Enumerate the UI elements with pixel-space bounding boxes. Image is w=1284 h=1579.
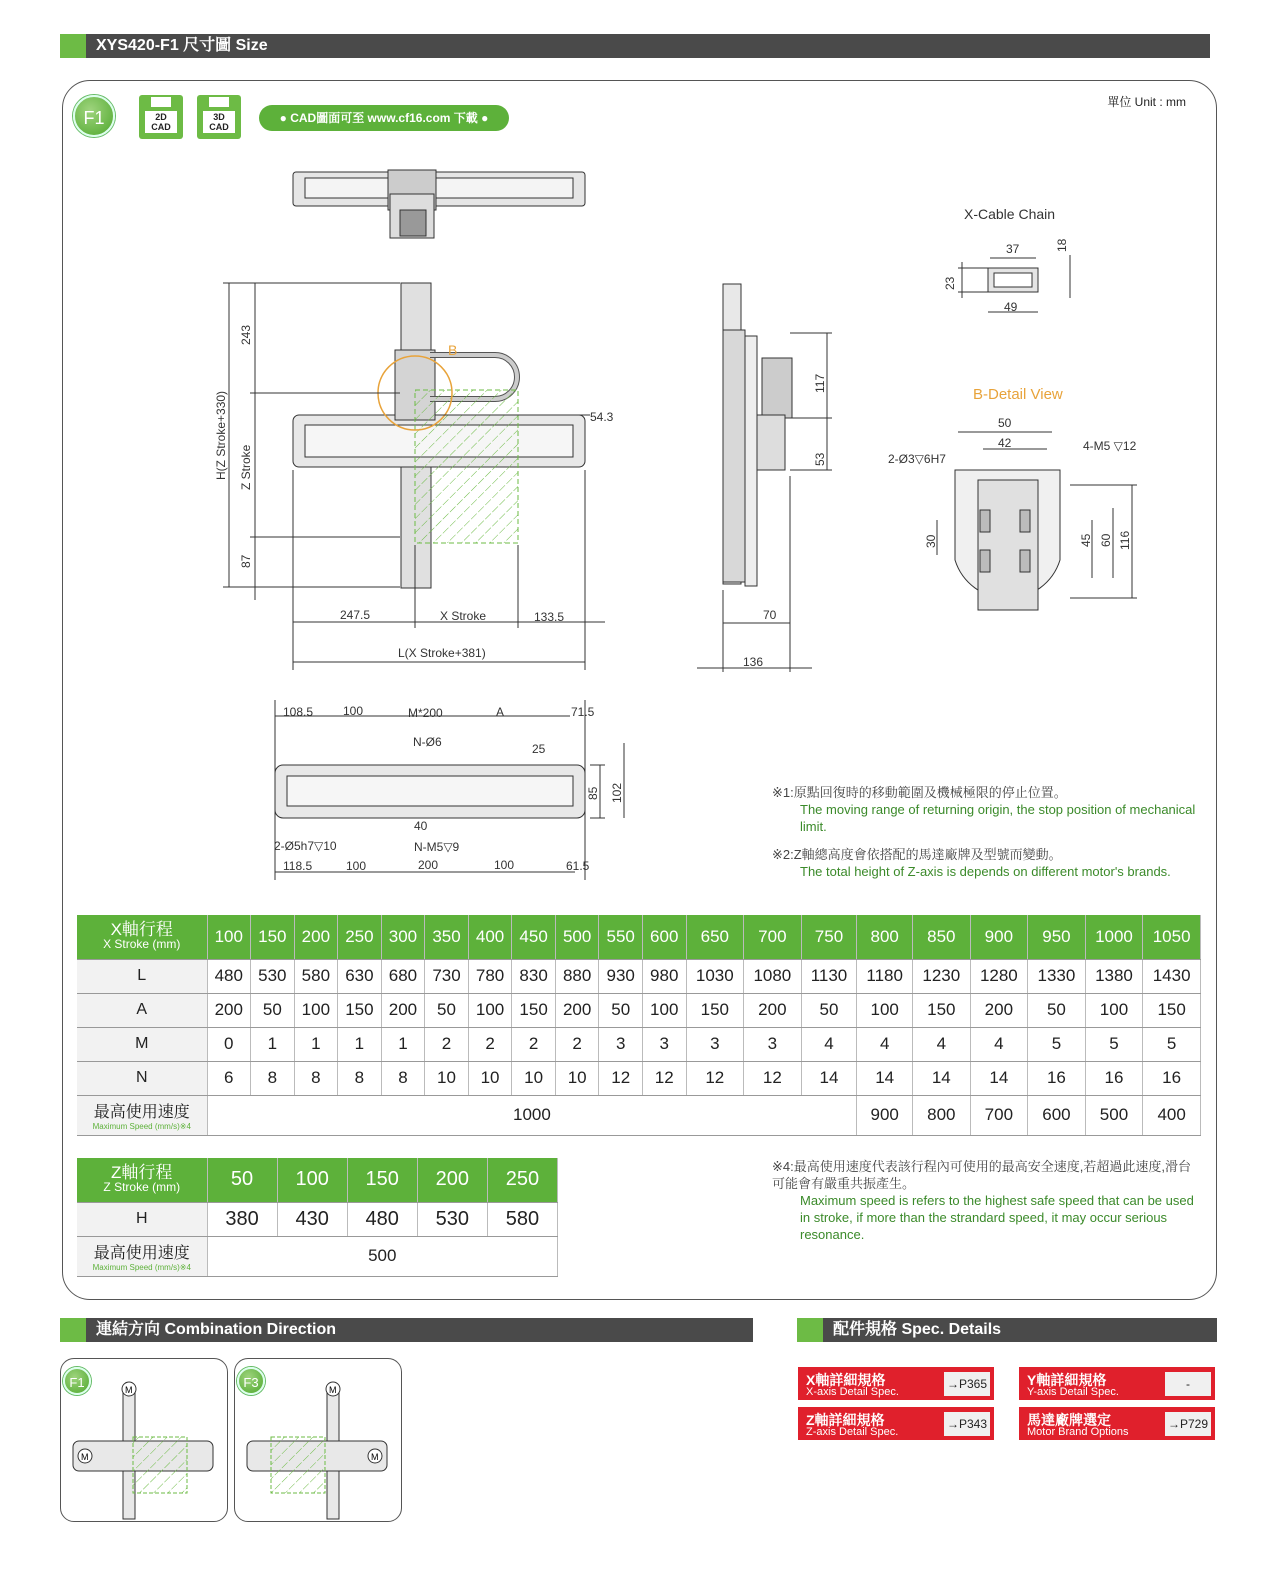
svg-text:2-Ø3▽6H7: 2-Ø3▽6H7 bbox=[888, 452, 946, 466]
svg-text:Z Stroke: Z Stroke bbox=[239, 444, 253, 490]
svg-text:37: 37 bbox=[1006, 242, 1020, 256]
z-h-cell: 530 bbox=[417, 1202, 487, 1236]
x-value-cell: 4 bbox=[970, 1027, 1028, 1061]
x-value-cell: 50 bbox=[1028, 993, 1086, 1027]
x-value-cell: 480 bbox=[207, 959, 251, 993]
z-axis-spec-button[interactable]: Z軸詳細規格 Z-axis Detail Spec. →P343 bbox=[798, 1407, 994, 1440]
svg-text:30: 30 bbox=[924, 534, 938, 548]
z-h-cell: 580 bbox=[487, 1202, 557, 1236]
note-4: ※4:最高使用速度代表該行程內可使用的最高安全速度,若超過此速度,滑台可能會有嚴重共振產生。 Maximum speed is refers to the highest safe speed that can be used in stroke, if more than the strandard speed, it may occur serious resonance. bbox=[772, 1159, 1194, 1242]
x-value-cell: 8 bbox=[251, 1061, 295, 1095]
svg-text:133.5: 133.5 bbox=[534, 610, 565, 624]
svg-text:200: 200 bbox=[418, 858, 439, 872]
z-speed: 500 bbox=[207, 1236, 558, 1276]
x-value-cell: 730 bbox=[425, 959, 469, 993]
x-speed-cell: 400 bbox=[1143, 1095, 1201, 1135]
x-stroke-cell: 900 bbox=[970, 915, 1028, 959]
x-value-cell: 1230 bbox=[913, 959, 971, 993]
x-value-cell: 1080 bbox=[744, 959, 802, 993]
svg-text:70: 70 bbox=[763, 608, 777, 622]
x-stroke-cell: 950 bbox=[1028, 915, 1086, 959]
svg-text:49: 49 bbox=[1004, 300, 1018, 314]
x-stroke-cell: 100 bbox=[207, 915, 251, 959]
z-stroke-cell: 200 bbox=[417, 1158, 487, 1202]
note-1: ※1:原點回復時的移動範圍及機械極限的停止位置。 The moving range of returning origin, the stop position of mechanical limit. bbox=[772, 785, 1196, 834]
x-value-cell: 12 bbox=[686, 1061, 744, 1095]
x-value-cell: 3 bbox=[642, 1027, 686, 1061]
x-value-cell: 8 bbox=[381, 1061, 425, 1095]
x-value-cell: 14 bbox=[857, 1061, 913, 1095]
motor-brand-button[interactable]: 馬達廠牌選定 Motor Brand Options →P729 bbox=[1019, 1407, 1215, 1440]
x-value-cell: 2 bbox=[468, 1027, 512, 1061]
table-row: L 480 530 580 630 680 730 780 830 880 930 980 1030 1080 1130 1180 1230 1280 1330 1380 1430 bbox=[77, 959, 1201, 993]
section-header-spec: 配件規格 Spec. Details bbox=[797, 1318, 1217, 1342]
svg-text:H(Z Stroke+330): H(Z Stroke+330) bbox=[214, 390, 228, 480]
cad-download-link[interactable]: ● CAD圖面可至 www.cf16.com 下載 ● bbox=[259, 105, 509, 131]
combination-f1-diagram bbox=[61, 1359, 229, 1523]
x-stroke-cell: 800 bbox=[857, 915, 913, 959]
x-stroke-table: X軸行程 X Stroke (mm) 100 150 200 250 300 350 400 450 500 550 600 650 700 750 800 850 900 950 1000 1050 L 480 530 580 630 680 730 780 830 880 930 980 1030 1080 1130 1180 1230 1280 1330 1380 1430 A 200 50 100 150 200 50 100 150 200 50 100 150 200 50 100 150 200 50 100 150 M 0 1 1 1 1 2 2 2 2 3 3 3 3 4 4 4 4 5 5 5 N 6 8 8 8 8 10 10 10 10 12 12 12 12 14 14 14 14 16 16 16 最高使用速度 Maximum Speed (mm/s)※4 1000 900 800 700 600 500 400 bbox=[77, 915, 1201, 1136]
x-speed-main: 1000 bbox=[207, 1095, 857, 1135]
x-value-cell: 980 bbox=[642, 959, 686, 993]
x-value-cell: 780 bbox=[468, 959, 512, 993]
combination-f1: F1 M M bbox=[60, 1358, 228, 1522]
x-stroke-cell: 200 bbox=[294, 915, 338, 959]
x-value-cell: 4 bbox=[857, 1027, 913, 1061]
x-value-cell: 6 bbox=[207, 1061, 251, 1095]
svg-text:100: 100 bbox=[346, 859, 367, 873]
x-stroke-cell: 1050 bbox=[1143, 915, 1201, 959]
x-value-cell: 1330 bbox=[1028, 959, 1086, 993]
x-speed-cell: 500 bbox=[1085, 1095, 1143, 1135]
x-value-cell: 680 bbox=[381, 959, 425, 993]
svg-text:100: 100 bbox=[343, 704, 364, 718]
z-stroke-cell: 100 bbox=[277, 1158, 347, 1202]
x-value-cell: 12 bbox=[642, 1061, 686, 1095]
x-value-cell: 3 bbox=[686, 1027, 744, 1061]
x-value-cell: 150 bbox=[686, 993, 744, 1027]
svg-text:54.3: 54.3 bbox=[590, 410, 614, 424]
x-value-cell: 200 bbox=[207, 993, 251, 1027]
x-value-cell: 1280 bbox=[970, 959, 1028, 993]
x-value-cell: 1 bbox=[294, 1027, 338, 1061]
x-value-cell: 5 bbox=[1143, 1027, 1201, 1061]
x-value-cell: 100 bbox=[857, 993, 913, 1027]
svg-text:2-Ø5h7▽10: 2-Ø5h7▽10 bbox=[274, 839, 337, 853]
x-value-cell: 100 bbox=[1085, 993, 1143, 1027]
x-value-cell: 1 bbox=[338, 1027, 382, 1061]
x-value-cell: 830 bbox=[512, 959, 556, 993]
x-value-cell: 2 bbox=[512, 1027, 556, 1061]
svg-text:X Stroke: X Stroke bbox=[440, 609, 487, 623]
x-value-cell: 150 bbox=[1143, 993, 1201, 1027]
x-axis-spec-button[interactable]: X軸詳細規格 X-axis Detail Spec. →P365 bbox=[798, 1367, 994, 1400]
combination-f3-diagram bbox=[235, 1359, 403, 1523]
svg-text:85: 85 bbox=[586, 786, 600, 800]
z-h-cell: 430 bbox=[277, 1202, 347, 1236]
svg-text:N-M5▽9: N-M5▽9 bbox=[414, 840, 460, 854]
x-value-cell: 16 bbox=[1143, 1061, 1201, 1095]
x-value-cell: 880 bbox=[555, 959, 599, 993]
svg-text:N-Ø6: N-Ø6 bbox=[413, 735, 442, 749]
svg-text:71.5: 71.5 bbox=[571, 705, 595, 719]
table-row: M 0 1 1 1 1 2 2 2 2 3 3 3 3 4 4 4 4 5 5 5 bbox=[77, 1027, 1201, 1061]
svg-text:116: 116 bbox=[1118, 530, 1132, 550]
b-marker-label: B bbox=[448, 342, 458, 358]
svg-text:100: 100 bbox=[494, 858, 515, 872]
y-axis-spec-button[interactable]: Y軸詳細規格 Y-axis Detail Spec. - bbox=[1019, 1367, 1215, 1400]
x-value-cell: 10 bbox=[555, 1061, 599, 1095]
cad-3d-button[interactable]: 3D CAD bbox=[197, 95, 241, 139]
z-stroke-cell: 50 bbox=[207, 1158, 277, 1202]
x-stroke-cell: 500 bbox=[555, 915, 599, 959]
unit-label: 單位 Unit : mm bbox=[1107, 95, 1186, 109]
svg-text:M: M bbox=[125, 1385, 133, 1395]
x-value-cell: 0 bbox=[207, 1027, 251, 1061]
svg-text:4-M5 ▽12: 4-M5 ▽12 bbox=[1083, 439, 1137, 453]
x-stroke-cell: 550 bbox=[599, 915, 643, 959]
x-stroke-cell: 150 bbox=[251, 915, 295, 959]
x-stroke-cell: 250 bbox=[338, 915, 382, 959]
svg-text:42: 42 bbox=[998, 436, 1012, 450]
x-value-cell: 530 bbox=[251, 959, 295, 993]
svg-text:102: 102 bbox=[610, 782, 624, 803]
x-value-cell: 200 bbox=[555, 993, 599, 1027]
x-value-cell: 16 bbox=[1085, 1061, 1143, 1095]
x-value-cell: 8 bbox=[294, 1061, 338, 1095]
x-value-cell: 50 bbox=[801, 993, 857, 1027]
svg-text:118.5: 118.5 bbox=[283, 859, 313, 873]
f1-badge: F1 bbox=[73, 95, 115, 137]
x-value-cell: 1130 bbox=[801, 959, 857, 993]
x-stroke-cell: 650 bbox=[686, 915, 744, 959]
svg-text:61.5: 61.5 bbox=[566, 859, 590, 873]
x-stroke-cell: 450 bbox=[512, 915, 556, 959]
z-h-cell: 380 bbox=[207, 1202, 277, 1236]
x-value-cell: 14 bbox=[913, 1061, 971, 1095]
x-value-cell: 4 bbox=[801, 1027, 857, 1061]
x-value-cell: 10 bbox=[425, 1061, 469, 1095]
x-value-cell: 1 bbox=[381, 1027, 425, 1061]
x-value-cell: 580 bbox=[294, 959, 338, 993]
z-stroke-table: Z軸行程 Z Stroke (mm) 50 100 150 200 250 H 380 430 480 530 580 最高使用速度 Maximum Speed (mm/s)※4 500 bbox=[77, 1158, 558, 1277]
x-value-cell: 1030 bbox=[686, 959, 744, 993]
table-row: A 200 50 100 150 200 50 100 150 200 50 100 150 200 50 100 150 200 50 100 150 bbox=[77, 993, 1201, 1027]
svg-text:18: 18 bbox=[1055, 238, 1069, 252]
svg-text:117: 117 bbox=[813, 373, 827, 393]
x-speed-cell: 800 bbox=[913, 1095, 971, 1135]
svg-text:60: 60 bbox=[1099, 533, 1113, 547]
x-stroke-cell: 600 bbox=[642, 915, 686, 959]
x-stroke-cell: 750 bbox=[801, 915, 857, 959]
svg-text:M: M bbox=[81, 1452, 89, 1462]
combination-f3: F3 M M bbox=[234, 1358, 402, 1522]
svg-text:136: 136 bbox=[743, 655, 764, 669]
x-value-cell: 12 bbox=[599, 1061, 643, 1095]
svg-text:53: 53 bbox=[813, 452, 827, 466]
svg-text:L(X Stroke+381): L(X Stroke+381) bbox=[398, 646, 486, 660]
svg-text:50: 50 bbox=[998, 416, 1012, 430]
x-value-cell: 10 bbox=[468, 1061, 512, 1095]
x-speed-cell: 900 bbox=[857, 1095, 913, 1135]
x-value-cell: 930 bbox=[599, 959, 643, 993]
table-row: N 6 8 8 8 8 10 10 10 10 12 12 12 12 14 14 14 14 16 16 16 bbox=[77, 1061, 1201, 1095]
section-header-combination: 連結方向 Combination Direction bbox=[60, 1318, 753, 1342]
x-value-cell: 2 bbox=[555, 1027, 599, 1061]
z-h-cell: 480 bbox=[347, 1202, 417, 1236]
svg-text:A: A bbox=[496, 705, 505, 719]
x-value-cell: 1180 bbox=[857, 959, 913, 993]
x-value-cell: 50 bbox=[425, 993, 469, 1027]
x-value-cell: 1 bbox=[251, 1027, 295, 1061]
x-value-cell: 150 bbox=[338, 993, 382, 1027]
x-value-cell: 16 bbox=[1028, 1061, 1086, 1095]
stroke-area bbox=[415, 390, 518, 543]
x-stroke-cell: 700 bbox=[744, 915, 802, 959]
svg-text:247.5: 247.5 bbox=[340, 608, 371, 622]
svg-text:M: M bbox=[329, 1385, 337, 1395]
x-value-cell: 100 bbox=[642, 993, 686, 1027]
x-speed-cell: 600 bbox=[1028, 1095, 1086, 1135]
x-value-cell: 100 bbox=[468, 993, 512, 1027]
x-value-cell: 2 bbox=[425, 1027, 469, 1061]
x-value-cell: 5 bbox=[1085, 1027, 1143, 1061]
x-value-cell: 150 bbox=[512, 993, 556, 1027]
x-stroke-cell: 350 bbox=[425, 915, 469, 959]
x-value-cell: 200 bbox=[970, 993, 1028, 1027]
x-value-cell: 200 bbox=[381, 993, 425, 1027]
cable-chain-label: X-Cable Chain bbox=[964, 206, 1056, 222]
x-value-cell: 14 bbox=[970, 1061, 1028, 1095]
x-value-cell: 10 bbox=[512, 1061, 556, 1095]
x-value-cell: 50 bbox=[599, 993, 643, 1027]
cad-2d-button[interactable]: 2D CAD bbox=[139, 95, 183, 139]
x-value-cell: 5 bbox=[1028, 1027, 1086, 1061]
svg-text:23: 23 bbox=[943, 276, 957, 290]
b-detail-label: B-Detail View bbox=[973, 386, 1063, 403]
x-value-cell: 100 bbox=[294, 993, 338, 1027]
header-title: XYS420-F1 尺寸圖 Size bbox=[96, 37, 268, 54]
x-value-cell: 3 bbox=[599, 1027, 643, 1061]
x-stroke-cell: 1000 bbox=[1085, 915, 1143, 959]
svg-text:45: 45 bbox=[1079, 533, 1093, 547]
x-value-cell: 1380 bbox=[1085, 959, 1143, 993]
x-value-cell: 14 bbox=[801, 1061, 857, 1095]
x-stroke-cell: 850 bbox=[913, 915, 971, 959]
x-value-cell: 1430 bbox=[1143, 959, 1201, 993]
x-value-cell: 12 bbox=[744, 1061, 802, 1095]
svg-text:108.5: 108.5 bbox=[283, 705, 314, 719]
svg-text:243: 243 bbox=[239, 324, 253, 345]
x-stroke-cell: 400 bbox=[468, 915, 512, 959]
z-stroke-cell: 150 bbox=[347, 1158, 417, 1202]
x-value-cell: 200 bbox=[744, 993, 802, 1027]
x-value-cell: 4 bbox=[913, 1027, 971, 1061]
svg-text:87: 87 bbox=[239, 554, 253, 568]
x-value-cell: 3 bbox=[744, 1027, 802, 1061]
svg-text:25: 25 bbox=[532, 742, 546, 756]
note-2: ※2:Z軸總高度會依搭配的馬達廠牌及型號而變動。 The total height of Z-axis is depends on different motor's brands. bbox=[772, 847, 1171, 879]
z-stroke-cell: 250 bbox=[487, 1158, 557, 1202]
x-speed-cell: 700 bbox=[970, 1095, 1028, 1135]
svg-text:40: 40 bbox=[414, 819, 428, 833]
x-stroke-cell: 300 bbox=[381, 915, 425, 959]
x-value-cell: 50 bbox=[251, 993, 295, 1027]
svg-text:M*200: M*200 bbox=[408, 706, 443, 720]
svg-text:M: M bbox=[371, 1452, 379, 1462]
x-value-cell: 630 bbox=[338, 959, 382, 993]
x-value-cell: 150 bbox=[913, 993, 971, 1027]
x-value-cell: 8 bbox=[338, 1061, 382, 1095]
